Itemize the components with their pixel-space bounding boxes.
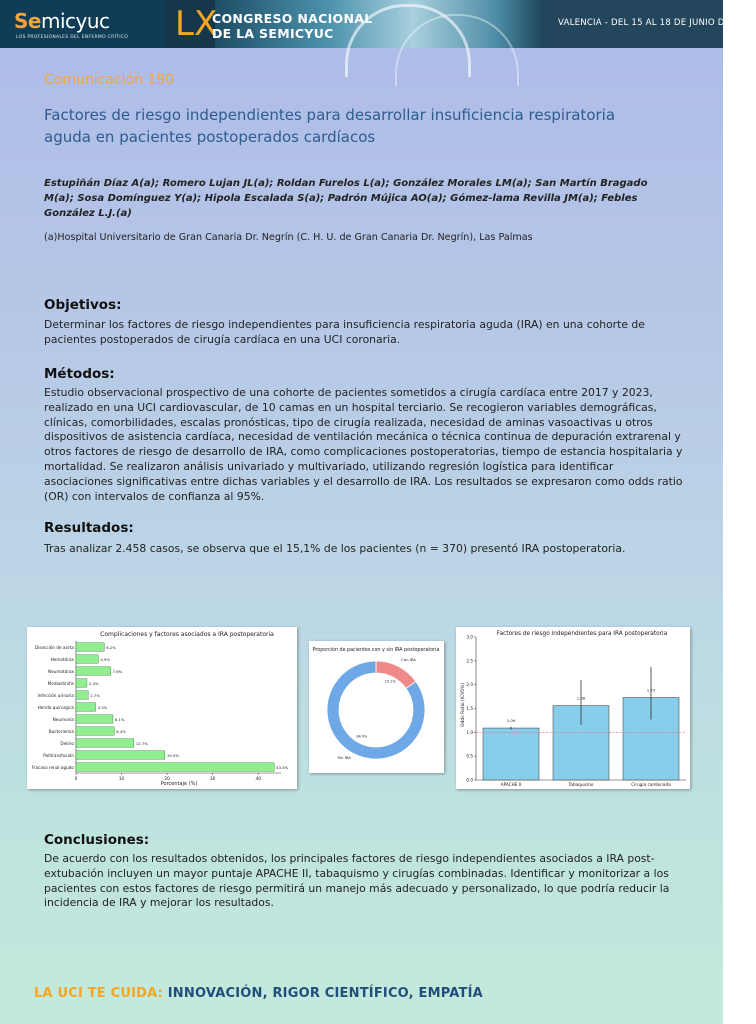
complications-chart [27, 627, 297, 789]
chart-title: Complicaciones y factores asociados a IRA postoperatoria [100, 631, 274, 638]
slogan-part1: LA UCI TE CUIDA: [34, 986, 168, 1001]
category-label: Bacteriemia [48, 728, 74, 734]
category-label: Neumotórax [48, 668, 74, 674]
slice-percent: 15.1% [384, 679, 396, 684]
resultados-heading: Resultados: [44, 520, 134, 536]
donut-slice [376, 661, 416, 688]
bar [76, 763, 274, 771]
metodos-heading: Métodos: [44, 366, 115, 382]
category-label: Neumonía [52, 716, 74, 722]
y-tick-label: 1.0 [466, 729, 473, 735]
category-label: Mediastinitis [47, 680, 74, 686]
y-tick-label: 2.5 [466, 658, 473, 664]
category-label: Delirio [60, 740, 74, 746]
x-tick-label: 10 [118, 777, 125, 782]
data-label: 1.73 [646, 687, 656, 693]
affiliation: (a)Hospital Universitario de Gran Canaria Dr. Negrín (C. H. U. de Gran Canaria Dr. Negrín), Las Palmas [44, 232, 533, 243]
data-label: 12.7% [135, 740, 148, 746]
ira-proportion-chart-svg [309, 641, 444, 773]
abstract-title: Factores de riesgo independientes para desarrollar insuficiencia respiratoria aguda en pacientes postoperados cardíacos [44, 106, 616, 146]
chart-title: Proporción de pacientes con y sin IRA postoperatoria [312, 648, 440, 653]
semicyuc-logo: Semicyuc [14, 9, 110, 33]
conclusiones-text: De acuerdo con los resultados obtenidos, los principales factores de riesgo independientes asociados a IRA post-extubación incluyen un mayor puntaje APACHE II, tabaquismo y cirugías combinadas. Identificar y monitorizar a los pacientes con estos factores de riesgo permitirá un manejo más adecuado y personalizado, lo que podría reducir la incidencia de IRA y mejorar los resultados. [44, 852, 670, 910]
objetivos-heading: Objetivos: [44, 297, 122, 313]
bar [76, 715, 113, 723]
data-label: 2.4% [88, 680, 99, 686]
congress-dates: VALENCIA - DEL 15 AL 18 DE JUNIO DE 2025 [558, 18, 756, 28]
category-label: Fracaso renal agudo [31, 764, 74, 770]
ira-proportion-chart [309, 641, 444, 773]
edition-number: LX [175, 4, 218, 44]
communication-number: Comunicación 190 [44, 72, 175, 88]
slice-percent: 84.9% [356, 734, 368, 739]
authors-list: Estupiñán Díaz A(a); Romero Lujan JL(a); Roldan Furelos L(a); González Morales LM(a); San Martín Bragado M(a); Sosa Domínguez Y(a); Hipola Escalada S(a); Padrón Mújica AO(a); Gómez-lama Revilla JM(a); Febles González L.J.(a) [44, 178, 648, 219]
bar [76, 739, 134, 747]
objetivos-text: Determinar los factores de riesgo independientes para insuficiencia respiratoria aguda (IRA) en una cohorte de pacientes postoperados de cirugía cardíaca en una UCI coronaria. [44, 318, 645, 346]
data-label: 6.2% [106, 644, 116, 650]
category-label: Hemotórax [50, 656, 74, 662]
data-label: 4.3% [97, 704, 108, 710]
y-tick-label: 0.5 [466, 753, 473, 759]
y-axis-label: Odds Ratio (IC95%) [461, 683, 466, 727]
slice-label: Con IRA [401, 657, 416, 663]
congress-title-line1: CONGRESO NACIONAL [212, 11, 373, 26]
x-tick-label: Tabaquismo [568, 782, 594, 787]
congress-header [0, 0, 756, 48]
x-tick-label: 30 [209, 777, 216, 782]
risk-factors-chart [456, 627, 690, 789]
category-label: Disección de aorta [34, 644, 74, 650]
data-label: 1.09 [506, 718, 516, 724]
data-label: 2.7% [90, 692, 100, 698]
bar [76, 703, 96, 711]
bar [76, 727, 114, 735]
data-label: 43.5% [276, 764, 289, 770]
y-tick-label: 2.0 [466, 682, 473, 688]
x-tick-label: APACHE II [500, 782, 522, 787]
x-tick-label: 20 [164, 777, 170, 782]
logo-tagline: LOS PROFESIONALES DEL ENFERMO CRÍTICO [16, 35, 129, 40]
y-tick-label: 0.0 [466, 777, 473, 783]
data-label: 7.6% [112, 668, 123, 674]
bar [76, 691, 88, 699]
complications-chart-svg [27, 627, 297, 789]
conclusiones-heading: Conclusiones: [44, 832, 150, 848]
category-label: Herida quirúrgica [37, 704, 74, 710]
resultados-text: Tras analizar 2.458 casos, se observa que el 15,1% de los pacientes (n = 370) presentó IRA postoperatoria. [44, 542, 626, 555]
bar [76, 667, 111, 675]
slice-label: Sin IRA [337, 754, 351, 760]
congress-title-line2: DE LA SEMICYUC [212, 26, 334, 41]
risk-factors-chart-svg [456, 627, 690, 789]
data-label: 19.5% [166, 752, 179, 758]
bar [483, 728, 539, 780]
data-label: 8.4% [116, 728, 126, 734]
bar [76, 751, 165, 759]
x-tick-label: 40 [255, 777, 261, 782]
data-label: 8.1% [114, 716, 125, 722]
slogan-part2: INNOVACIÓN, RIGOR CIENTÍFICO, EMPATÍA [167, 986, 483, 1001]
bar [76, 643, 104, 651]
bar [76, 679, 87, 687]
metodos-text: Estudio observacional prospectivo de una cohorte de pacientes sometidos a cirugía cardíaca entre 2017 y 2023, realizado en una UCI cardiovascular, de 10 camas en un hospital terciario. Se recogieron variables demográficas, clínicas, comorbilidades, escalas pronósticas, tipo de cirugía realizada, necesidad de aminas vasoactivas u otros dispositivos de asistencia cardíaca, necesidad de ventilación mecánica o técnica continua de depuración extrarenal y otros factores de riesgo de desarrollo de IRA, como complicaciones postoperatorias, tiempo de estancia hospitalaria y mortalidad. Se realizaron análisis univariado y multivariado, utilizando regresión logística para identificar asociaciones significativas entre dichas variables y el desarrollo de IRA. Los resultados se expresaron como odds ratio (OR) con intervalos de confianza al 95%. [44, 386, 683, 503]
data-label: 4.9% [100, 656, 110, 662]
bar [76, 655, 98, 663]
chart-title: Factores de riesgo independientes para IRA postoperatoria [496, 631, 668, 637]
data-label: 1.56 [576, 695, 586, 701]
footer-slogan [34, 986, 483, 1001]
y-tick-label: 3.0 [466, 634, 473, 640]
x-tick-label: Cirugía combinada [631, 782, 671, 787]
category-label: Infección urinaria [37, 692, 74, 698]
y-tick-label: 1.5 [466, 706, 473, 711]
x-axis-label: Porcentaje (%) [160, 781, 198, 787]
category-label: Politransfusión [43, 752, 74, 758]
x-tick-label: 0 [74, 777, 78, 782]
